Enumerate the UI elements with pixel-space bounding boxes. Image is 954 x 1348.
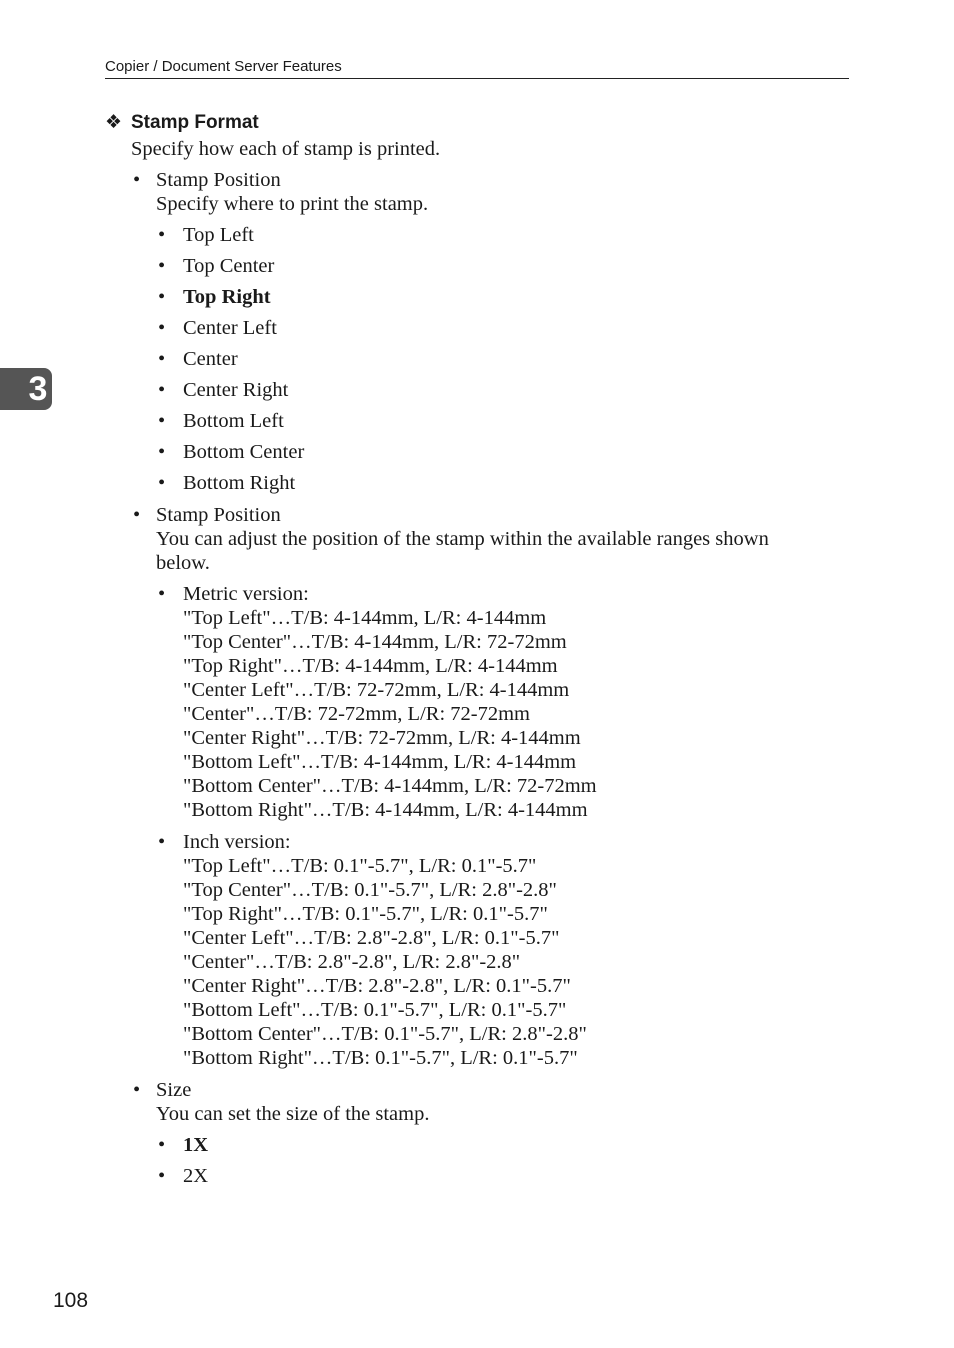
option-label: 2X xyxy=(183,1165,209,1187)
option-item xyxy=(156,223,855,247)
section-heading xyxy=(105,110,855,136)
range-line: "Top Right"…T/B: 0.1"-5.7", L/R: 0.1"-5.7" xyxy=(183,903,548,925)
running-header-title: Copier / Document Server Features xyxy=(105,58,342,75)
main-content xyxy=(105,110,855,1188)
setting-stamp-position-adjust xyxy=(105,503,855,1070)
setting-description-line: below. xyxy=(156,552,210,574)
range-line: "Bottom Center"…T/B: 0.1"-5.7", L/R: 2.8"-2.8" xyxy=(183,1023,587,1045)
setting-list xyxy=(105,168,855,1188)
range-line: "Center Right"…T/B: 2.8"-2.8", L/R: 0.1"-5.7" xyxy=(183,975,571,997)
setting-label: • Stamp Position xyxy=(156,169,281,191)
inch-range-list xyxy=(183,854,855,1070)
range-line: "Top Left"…T/B: 4-144mm, L/R: 4-144mm xyxy=(183,607,547,629)
range-line: "Top Center"…T/B: 4-144mm, L/R: 72-72mm xyxy=(183,631,567,653)
range-line: "Center Left"…T/B: 72-72mm, L/R: 4-144mm xyxy=(183,679,570,701)
option-item xyxy=(156,347,855,371)
option-label: Bottom Center xyxy=(183,441,305,463)
setting-label: • Stamp Position xyxy=(156,504,281,526)
chapter-number: 3 xyxy=(28,370,48,408)
range-line: "Center"…T/B: 72-72mm, L/R: 72-72mm xyxy=(183,703,530,725)
option-item xyxy=(156,1164,855,1188)
setting-stamp-position xyxy=(105,168,855,495)
option-item xyxy=(156,471,855,495)
option-item xyxy=(156,316,855,340)
range-line: "Bottom Right"…T/B: 4-144mm, L/R: 4-144mm xyxy=(183,799,588,821)
inch-version-label: • Inch version: xyxy=(183,831,291,853)
option-item xyxy=(156,378,855,402)
option-label: 1X xyxy=(183,1134,209,1156)
range-line: "Bottom Right"…T/B: 0.1"-5.7", L/R: 0.1"-5.7" xyxy=(183,1047,578,1069)
range-line: "Bottom Center"…T/B: 4-144mm, L/R: 72-72mm xyxy=(183,775,597,797)
option-item xyxy=(156,440,855,464)
option-label: Bottom Left xyxy=(183,410,284,432)
setting-size xyxy=(105,1078,855,1188)
option-label: Top Center xyxy=(183,255,275,277)
option-label: Center xyxy=(183,348,238,370)
setting-description: Specify where to print the stamp. xyxy=(156,193,429,215)
option-label: Center Right xyxy=(183,379,289,401)
range-line: "Top Right"…T/B: 4-144mm, L/R: 4-144mm xyxy=(183,655,558,677)
page-number: 108 xyxy=(53,1289,89,1312)
metric-version xyxy=(156,582,855,822)
section-title: Stamp Format xyxy=(131,112,259,133)
range-line: "Top Left"…T/B: 0.1"-5.7", L/R: 0.1"-5.7" xyxy=(183,855,537,877)
position-option-list xyxy=(156,223,855,495)
range-line: "Center Left"…T/B: 2.8"-2.8", L/R: 0.1"-5.7" xyxy=(183,927,560,949)
option-item xyxy=(156,254,855,278)
option-label: Top Right xyxy=(183,286,271,308)
range-line: "Bottom Left"…T/B: 0.1"-5.7", L/R: 0.1"-5.7" xyxy=(183,999,567,1021)
setting-description: You can set the size of the stamp. xyxy=(156,1103,430,1125)
option-item xyxy=(156,285,855,309)
option-item xyxy=(156,409,855,433)
running-header xyxy=(105,56,849,79)
option-item xyxy=(156,1133,855,1157)
diamond-bullet-icon: ❖ xyxy=(105,112,123,133)
setting-description-line: You can adjust the position of the stamp within the available ranges shown xyxy=(156,528,769,550)
metric-version-label: • Metric version: xyxy=(183,583,309,605)
range-line: "Bottom Left"…T/B: 4-144mm, L/R: 4-144mm xyxy=(183,751,577,773)
option-label: Center Left xyxy=(183,317,277,339)
version-list xyxy=(156,582,855,1070)
size-option-list xyxy=(156,1133,855,1188)
setting-label: • Size xyxy=(156,1079,192,1101)
option-label: Top Left xyxy=(183,224,254,246)
option-label: Bottom Right xyxy=(183,472,296,494)
inch-version xyxy=(156,830,855,1070)
metric-range-list xyxy=(183,606,855,822)
section-intro: Specify how each of stamp is printed. xyxy=(131,138,441,160)
range-line: "Center"…T/B: 2.8"-2.8", L/R: 2.8"-2.8" xyxy=(183,951,521,973)
range-line: "Center Right"…T/B: 72-72mm, L/R: 4-144mm xyxy=(183,727,581,749)
range-line: "Top Center"…T/B: 0.1"-5.7", L/R: 2.8"-2.8" xyxy=(183,879,557,901)
chapter-tab xyxy=(0,368,52,410)
